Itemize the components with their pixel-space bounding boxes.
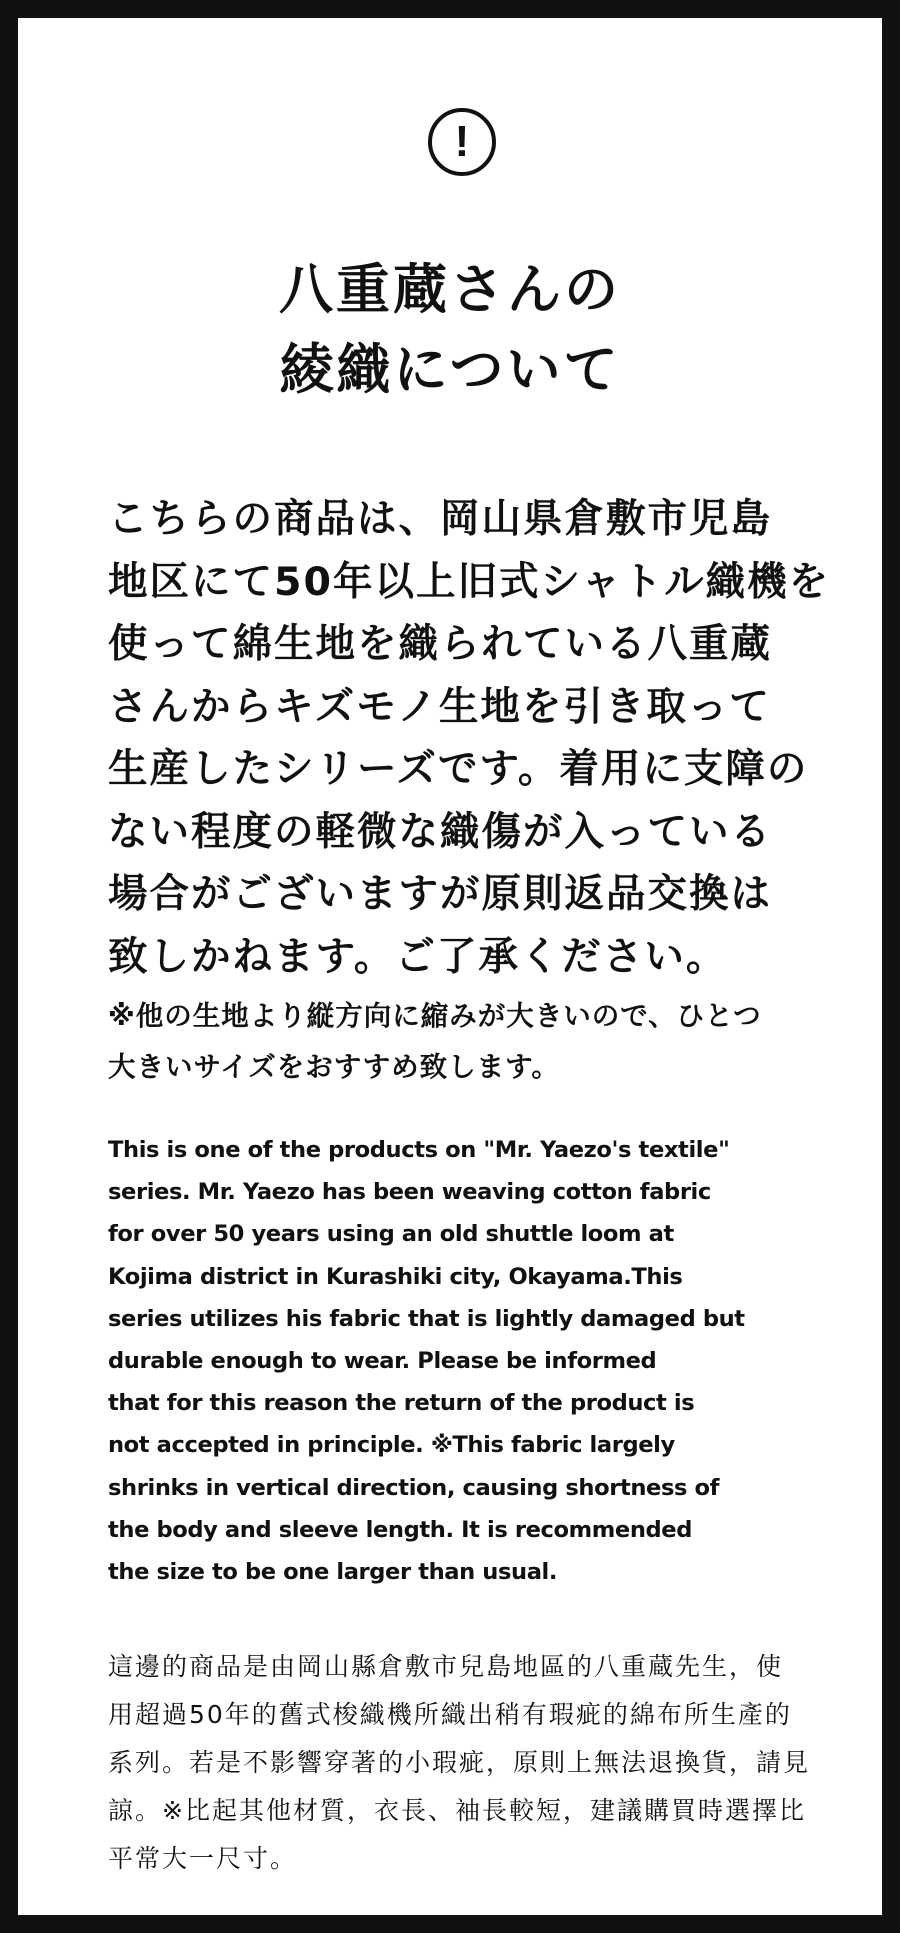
english-line: the size to be one larger than usual. xyxy=(108,1559,558,1586)
japanese-line: 致しかねます。ご了承ください。 xyxy=(108,933,728,980)
english-line: shrinks in vertical direction, causing shortness of xyxy=(108,1474,720,1501)
title-line: 綾織について xyxy=(279,338,621,401)
chinese-line: 這邊的商品是由岡山縣倉敷市兒島地區的八重蔵先生，使 xyxy=(108,1652,784,1681)
japanese-line: さんからキズモノ生地を引き取って xyxy=(108,683,771,730)
japanese-line: 場合がございますが原則返品交換は xyxy=(108,871,772,917)
english-line: series utilizes his fabric that is lightly damaged but xyxy=(108,1305,745,1332)
japanese-note-line: ※他の生地より縦方向に縮みが大きいので、ひとつ xyxy=(108,1000,762,1032)
english-line: series. Mr. Yaezo has been weaving cotton fabric xyxy=(108,1179,711,1206)
english-line: This is one of the products on "Mr. Yaezo's textile" xyxy=(108,1137,730,1163)
english-description xyxy=(108,1129,828,1593)
japanese-description xyxy=(108,488,831,988)
exclamation-circle-icon xyxy=(428,108,496,176)
english-line: for over 50 years using an old shuttle loom at xyxy=(108,1221,674,1248)
english-line: durable enough to wear. Please be informed xyxy=(108,1348,657,1375)
chinese-line: 用超過50年的舊式梭織機所織出稍有瑕疵的綿布所生產的 xyxy=(108,1700,792,1729)
japanese-size-note xyxy=(108,991,828,1093)
chinese-line: 系列。若是不影響穿著的小瑕疵，原則上無法退換貨，請見 xyxy=(108,1748,811,1777)
japanese-line: 使って綿生地を織られている八重蔵 xyxy=(108,621,772,667)
chinese-line: 諒。※比起其他材質，衣長、袖長較短，建議購買時選擇比 xyxy=(108,1796,806,1825)
title-line: 八重蔵さんの xyxy=(279,258,621,321)
japanese-note-line: 大きいサイズをおすすめ致します。 xyxy=(108,1051,560,1083)
chinese-description xyxy=(108,1643,828,1883)
japanese-line: ない程度の軽微な織傷が入っている xyxy=(108,808,772,855)
japanese-line: 地区にて50年以上旧式シャトル織機を xyxy=(108,558,831,605)
japanese-line: 生産したシリーズです。着用に支障の xyxy=(108,746,809,792)
exclamation-glyph: ! xyxy=(454,117,470,166)
english-line: not accepted in principle. ※This fabric largely xyxy=(108,1432,675,1459)
english-line: that for this reason the return of the product is xyxy=(108,1390,695,1417)
japanese-line: こちらの商品は、岡山県倉敷市児島 xyxy=(108,496,772,542)
english-line: Kojima district in Kurashiki city, Okayama.This xyxy=(108,1263,683,1290)
chinese-line: 平常大一尺寸。 xyxy=(108,1844,298,1873)
english-line: the body and sleeve length. It is recommended xyxy=(108,1516,693,1543)
notice-title xyxy=(18,250,882,410)
